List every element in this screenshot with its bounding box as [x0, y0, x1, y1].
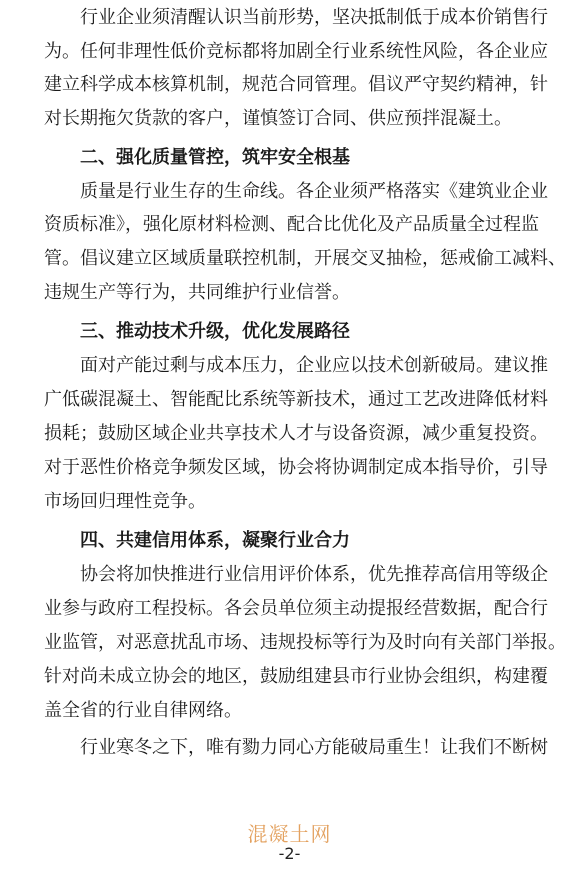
section-heading-3: 三、推动技术升级，优化发展路径 — [80, 321, 350, 342]
paragraph-line: 面对产能过剩与成本压力，企业应以技术创新破局。建议推 — [80, 355, 548, 376]
paragraph-line: 管。倡议建立区域质量联控机制，开展交叉抽检，惩戒偷工减料、 — [44, 248, 566, 269]
page-number: -2- — [278, 844, 301, 863]
paragraph-line: 对于恶性价格竞争频发区域，协会将协调制定成本指导价，引导 — [44, 457, 548, 478]
paragraph-line: 行业企业须清醒认识当前形势，坚决抵制低于成本价销售行 — [80, 7, 548, 28]
paragraph-line: 广低碳混凝土、智能配比系统等新技术，通过工艺改进降低材料 — [44, 389, 548, 410]
paragraph-line: 违规生产等行为，共同维护行业信誉。 — [44, 282, 350, 303]
paragraph-line: 建立科学成本核算机制，规范合同管理。倡议严守契约精神，针 — [44, 74, 548, 95]
paragraph-line: 业监管，对恶意扰乱市场、违规投标等行为及时向有关部门举报。 — [44, 632, 566, 653]
paragraph-line: 协会将加快推进行业信用评价体系，优先推荐高信用等级企 — [80, 564, 548, 585]
paragraph-line: 行业寒冬之下，唯有勠力同心方能破局重生！让我们不断树 — [80, 737, 548, 758]
paragraph-line: 质量是行业生存的生命线。各企业须严格落实《建筑业企业 — [80, 181, 548, 202]
paragraph-line: 业参与政府工程投标。各会员单位须主动提报经营数据，配合行 — [44, 598, 548, 619]
paragraph-line: 对长期拖欠货款的客户，谨慎签订合同、供应预拌混凝土。 — [44, 108, 512, 129]
paragraph-line: 损耗；鼓励区域企业共享技术人才与设备资源，减少重复投资。 — [44, 423, 548, 444]
paragraph-line: 盖全省的行业自律网络。 — [44, 700, 242, 721]
paragraph-line: 为。任何非理性低价竞标都将加剧全行业系统性风险，各企业应 — [44, 41, 548, 62]
paragraph-line: 资质标准》，强化原材料检测、配合比优化及产品质量全过程监 — [44, 214, 539, 235]
site-watermark: 混凝土网 — [247, 822, 332, 846]
paragraph-line: 针对尚未成立协会的地区，鼓励组建县市行业协会组织，构建覆 — [44, 666, 548, 687]
paragraph-line: 市场回归理性竞争。 — [44, 491, 206, 512]
section-heading-2: 二、强化质量管控，筑牢安全根基 — [80, 147, 350, 168]
section-heading-4: 四、共建信用体系，凝聚行业合力 — [80, 530, 350, 551]
